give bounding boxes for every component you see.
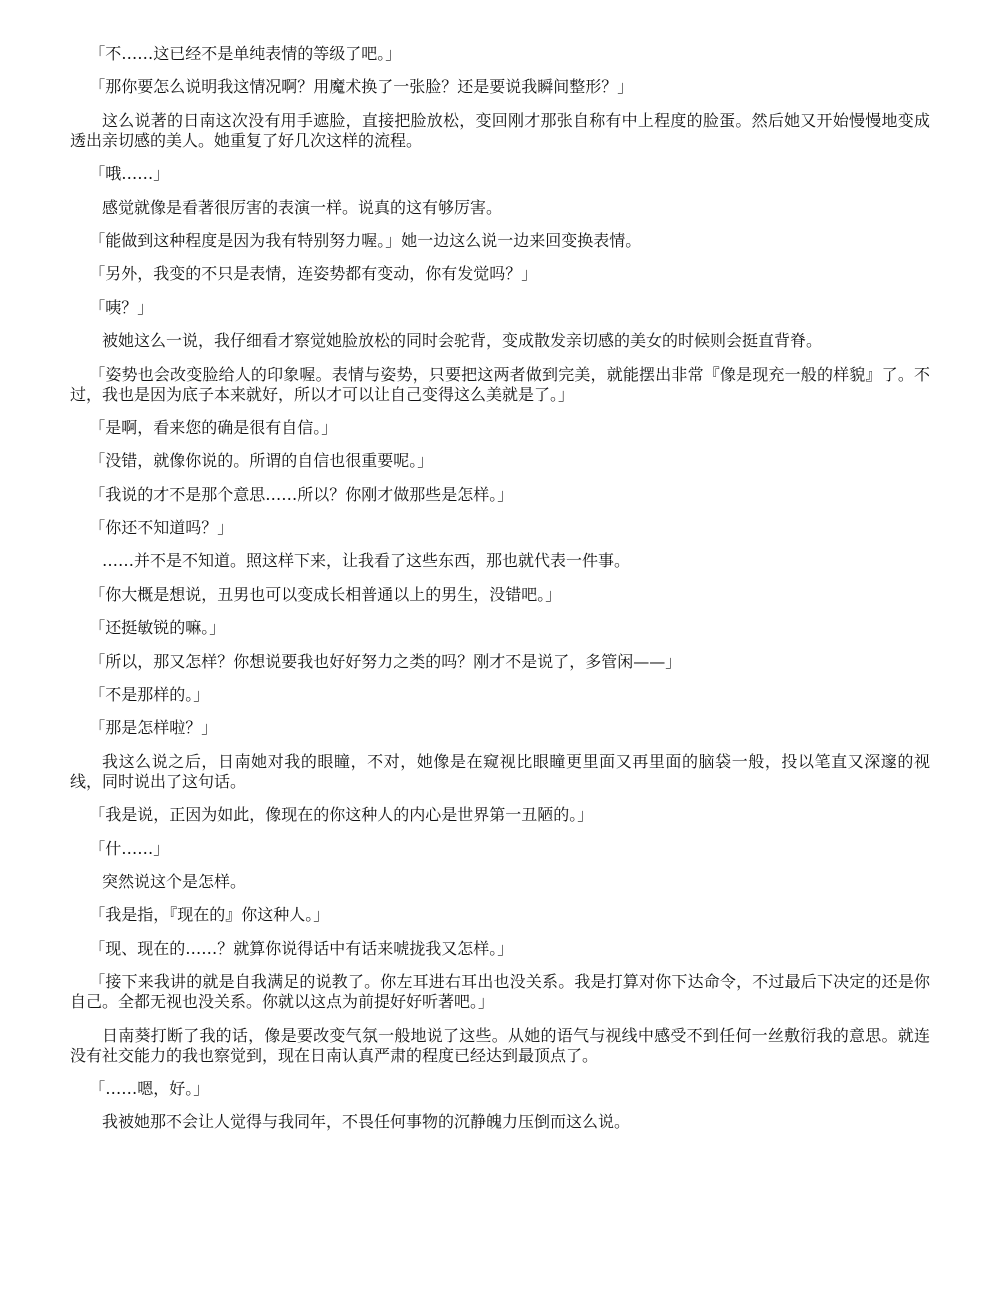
narration-paragraph: 我被她那不会让人觉得与我同年，不畏任何事物的沉静魄力压倒而这么说。 — [102, 1112, 631, 1132]
dialogue-line: 「我说的才不是那个意思……所以？你刚才做那些是怎样。」 — [89, 484, 514, 504]
dialogue-line: 「所以，那又怎样？你想说要我也好好努力之类的吗？刚才不是说了，多管闲——」 — [89, 651, 682, 671]
narration-paragraph: 这么说著的日南这次没有用手遮脸，直接把脸放松，变回刚才那张自称有中上程度的脸蛋。然后她又开始慢慢地变成透出亲切感的美人。她重复了好几次这样的流程。 — [70, 110, 930, 150]
narration-paragraph: 我这么说之后，日南她对我的眼瞳，不对，她像是在窥视比眼瞳更里面又再里面的脑袋一般，投以笔直又深邃的视线，同时说出了这句话。 — [70, 751, 930, 791]
dialogue-line: 「我是指，『现在的』你这种人。」 — [89, 905, 330, 925]
dialogue-line: 「那你要怎么说明我这情况啊？用魔术换了一张脸？还是要说我瞬间整形？」 — [89, 77, 634, 97]
dialogue-line: 「还挺敏锐的嘛。」 — [89, 618, 226, 638]
dialogue-line: 「没错，就像你说的。所谓的自信也很重要呢。」 — [89, 451, 434, 471]
dialogue-line: 「你还不知道吗？」 — [89, 518, 234, 538]
dialogue-line: 「那是怎样啦？」 — [89, 718, 218, 738]
dialogue-line: 「不是那样的。」 — [89, 685, 210, 705]
dialogue-line: 「……嗯，好。」 — [89, 1078, 210, 1098]
dialogue-line: 「你大概是想说，丑男也可以变成长相普通以上的男生，没错吧。」 — [89, 584, 562, 604]
narration-paragraph: ……并不是不知道。照这样下来，让我看了这些东西，那也就代表一件事。 — [102, 551, 631, 571]
dialogue-line: 「什……」 — [89, 838, 170, 858]
narration-paragraph: 被她这么一说，我仔细看才察觉她脸放松的同时会驼背，变成散发亲切感的美女的时候则会挺直背脊。 — [102, 331, 823, 351]
narration-paragraph: 日南葵打断了我的话，像是要改变气氛一般地说了这些。从她的语气与视线中感受不到任何一丝敷衍我的意思。就连没有社交能力的我也察觉到，现在日南认真严肃的程度已经达到最顶点了。 — [70, 1025, 930, 1065]
dialogue-line: 「姿势也会改变脸给人的印象喔。表情与姿势，只要把这两者做到完美，就能摆出非常『像是现充一般的样貌』了。不过，我也是因为底子本来就好，所以才可以让自己变得这么美就是了。」 — [70, 364, 930, 404]
dialogue-line: 「是啊，看来您的确是很有自信。」 — [89, 417, 338, 437]
dialogue-line: 「能做到这种程度是因为我有特别努力喔。」她一边这么说一边来回变换表情。 — [89, 230, 642, 250]
dialogue-line: 「另外，我变的不只是表情，连姿势都有变动，你有发觉吗？」 — [89, 264, 538, 284]
narration-paragraph: 突然说这个是怎样。 — [102, 871, 247, 891]
dialogue-line: 「哦……」 — [89, 164, 170, 184]
dialogue-line: 「现、现在的……？就算你说得话中有话来唬拢我又怎样。」 — [89, 938, 514, 958]
dialogue-line: 「咦？」 — [89, 297, 154, 317]
dialogue-line: 「接下来我讲的就是自我满足的说教了。你左耳进右耳出也没关系。我是打算对你下达命令，不过最后下决定的还是你自己。全都无视也没关系。你就以这点为前提好好听著吧。」 — [70, 972, 930, 1012]
dialogue-line: 「不……这已经不是单纯表情的等级了吧。」 — [89, 44, 402, 63]
narration-paragraph: 感觉就像是看著很厉害的表演一样。说真的这有够厉害。 — [102, 197, 503, 217]
dialogue-line: 「我是说，正因为如此，像现在的你这种人的内心是世界第一丑陋的。」 — [89, 805, 594, 825]
